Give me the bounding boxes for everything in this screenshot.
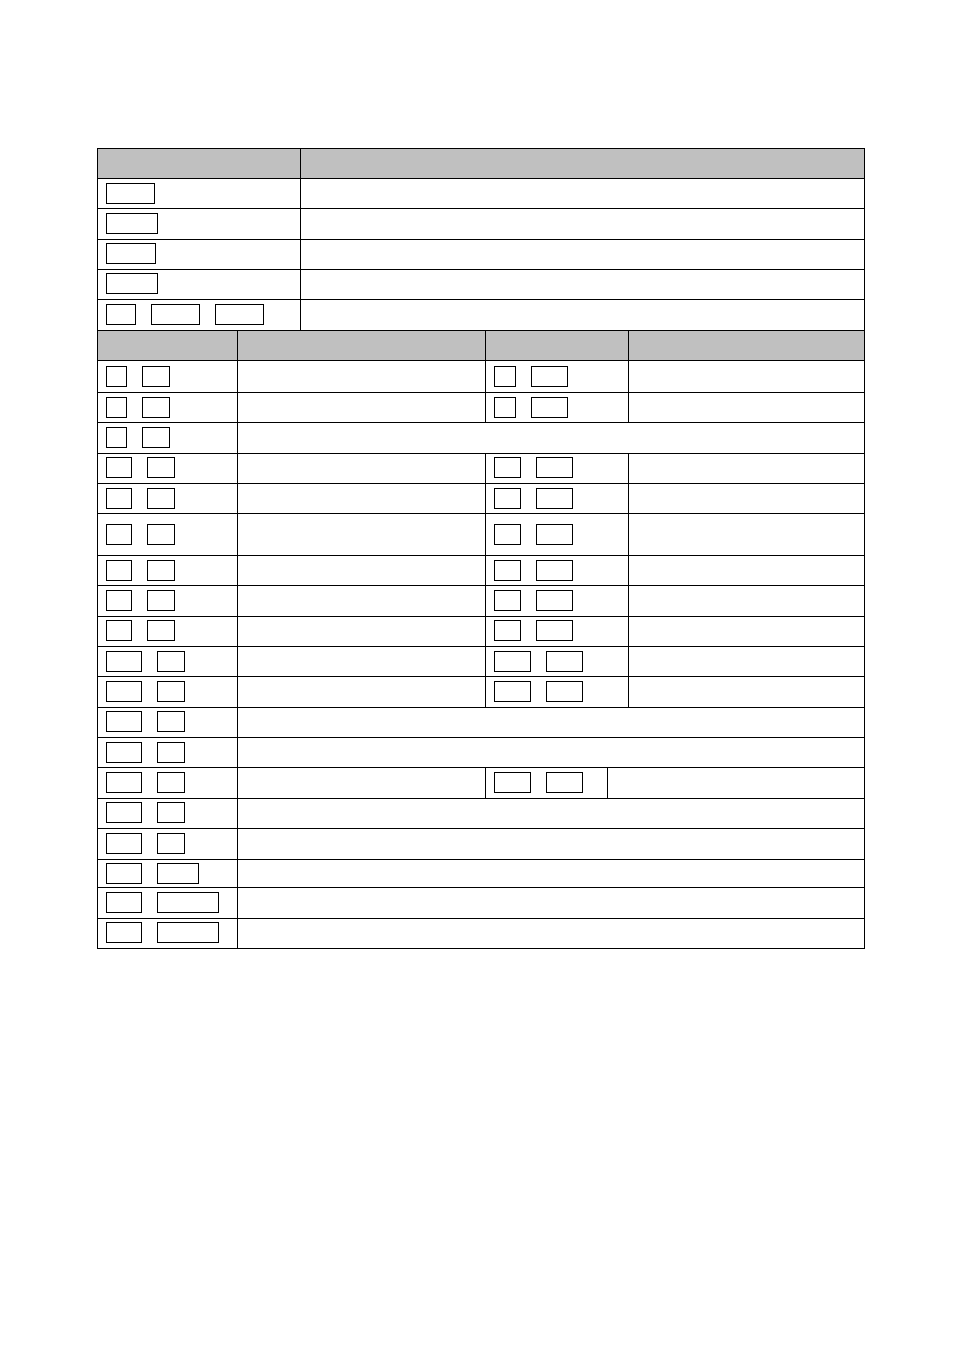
key-box <box>494 590 521 611</box>
key-box <box>142 366 170 387</box>
key-box <box>536 457 573 478</box>
column-divider <box>237 646 238 676</box>
column-divider <box>607 767 608 798</box>
key-box <box>157 681 185 702</box>
section-1-header <box>97 148 865 178</box>
key-box <box>106 620 132 641</box>
key-box <box>106 273 158 294</box>
key-box <box>106 833 142 854</box>
column-divider <box>485 483 486 513</box>
key-box <box>106 183 155 204</box>
key-box <box>157 922 219 943</box>
key-box <box>106 711 142 732</box>
column-divider <box>237 513 238 555</box>
column-divider <box>237 918 238 948</box>
key-box <box>106 457 132 478</box>
key-box <box>494 560 521 581</box>
key-box <box>157 742 185 763</box>
column-divider <box>485 646 486 676</box>
table-left-border <box>97 148 98 948</box>
column-divider <box>300 148 301 330</box>
key-box <box>157 711 185 732</box>
section-2-header <box>97 330 865 360</box>
key-box <box>536 560 573 581</box>
row-rule <box>97 646 865 647</box>
key-box <box>106 922 142 943</box>
row-rule <box>97 330 865 331</box>
key-box <box>536 488 573 509</box>
key-box <box>106 651 142 672</box>
row-rule <box>97 453 865 454</box>
key-box <box>106 802 142 823</box>
key-box <box>147 560 175 581</box>
key-box <box>106 892 142 913</box>
column-divider <box>237 828 238 859</box>
column-divider <box>237 767 238 798</box>
key-box <box>106 304 136 325</box>
column-divider <box>485 392 486 422</box>
key-reference-table <box>97 148 865 948</box>
row-rule <box>97 585 865 586</box>
column-divider <box>628 392 629 422</box>
row-rule <box>97 828 865 829</box>
key-box <box>536 524 573 545</box>
row-rule <box>97 208 865 209</box>
column-divider <box>237 676 238 707</box>
row-rule <box>97 148 865 149</box>
key-box <box>494 457 521 478</box>
key-box <box>106 681 142 702</box>
row-rule <box>97 918 865 919</box>
key-box <box>531 366 568 387</box>
column-divider <box>237 798 238 828</box>
key-box <box>106 213 158 234</box>
key-box <box>147 488 175 509</box>
key-box <box>106 243 156 264</box>
key-box <box>157 772 185 793</box>
column-divider <box>485 616 486 646</box>
key-box <box>536 590 573 611</box>
row-rule <box>97 392 865 393</box>
key-box <box>106 560 132 581</box>
row-rule <box>97 360 865 361</box>
column-divider <box>628 585 629 616</box>
row-rule <box>97 299 865 300</box>
column-divider <box>237 859 238 887</box>
key-box <box>494 397 516 418</box>
key-box <box>215 304 264 325</box>
column-divider <box>237 392 238 422</box>
row-rule <box>97 483 865 484</box>
key-box <box>494 681 531 702</box>
key-box <box>106 863 142 884</box>
column-divider <box>237 887 238 918</box>
column-divider <box>628 513 629 555</box>
row-rule <box>97 422 865 423</box>
column-divider <box>628 555 629 585</box>
column-divider <box>485 453 486 483</box>
column-divider <box>628 676 629 707</box>
column-divider <box>237 616 238 646</box>
key-box <box>106 590 132 611</box>
key-box <box>157 651 185 672</box>
column-divider <box>237 453 238 483</box>
column-divider <box>237 737 238 767</box>
key-box <box>546 772 583 793</box>
column-divider <box>485 585 486 616</box>
column-divider <box>628 360 629 392</box>
row-rule <box>97 269 865 270</box>
key-box <box>157 802 185 823</box>
key-box <box>106 366 127 387</box>
column-divider <box>485 676 486 707</box>
row-rule <box>97 859 865 860</box>
key-box <box>147 457 175 478</box>
row-rule <box>97 798 865 799</box>
key-box <box>106 742 142 763</box>
row-rule <box>97 513 865 514</box>
key-box <box>494 620 521 641</box>
key-box <box>494 488 521 509</box>
key-box <box>536 620 573 641</box>
column-divider <box>237 555 238 585</box>
column-divider <box>237 483 238 513</box>
column-divider <box>237 707 238 737</box>
column-divider <box>237 360 238 392</box>
key-box <box>106 397 127 418</box>
row-rule <box>97 178 865 179</box>
column-divider <box>628 646 629 676</box>
key-box <box>147 524 175 545</box>
column-divider <box>485 360 486 392</box>
key-box <box>147 590 175 611</box>
row-rule <box>97 767 865 768</box>
table-right-border <box>864 148 865 948</box>
key-box <box>494 366 516 387</box>
column-divider <box>628 330 629 360</box>
key-box <box>106 488 132 509</box>
key-box <box>151 304 200 325</box>
column-divider <box>485 555 486 585</box>
key-box <box>106 772 142 793</box>
column-divider <box>237 330 238 360</box>
key-box <box>494 772 531 793</box>
key-box <box>147 620 175 641</box>
column-divider <box>237 585 238 616</box>
column-divider <box>628 483 629 513</box>
row-rule <box>97 948 865 949</box>
key-box <box>157 863 199 884</box>
row-rule <box>97 887 865 888</box>
column-divider <box>485 767 486 798</box>
row-rule <box>97 239 865 240</box>
row-rule <box>97 555 865 556</box>
column-divider <box>628 453 629 483</box>
row-rule <box>97 616 865 617</box>
row-rule <box>97 707 865 708</box>
key-box <box>531 397 568 418</box>
column-divider <box>485 330 486 360</box>
column-divider <box>237 422 238 453</box>
key-box <box>546 681 583 702</box>
key-box <box>142 397 170 418</box>
key-box <box>546 651 583 672</box>
key-box <box>157 833 185 854</box>
key-box <box>142 427 170 448</box>
key-box <box>157 892 219 913</box>
key-box <box>494 651 531 672</box>
key-box <box>106 427 127 448</box>
row-rule <box>97 737 865 738</box>
key-box <box>494 524 521 545</box>
column-divider <box>485 513 486 555</box>
column-divider <box>628 616 629 646</box>
row-rule <box>97 676 865 677</box>
key-box <box>106 524 132 545</box>
